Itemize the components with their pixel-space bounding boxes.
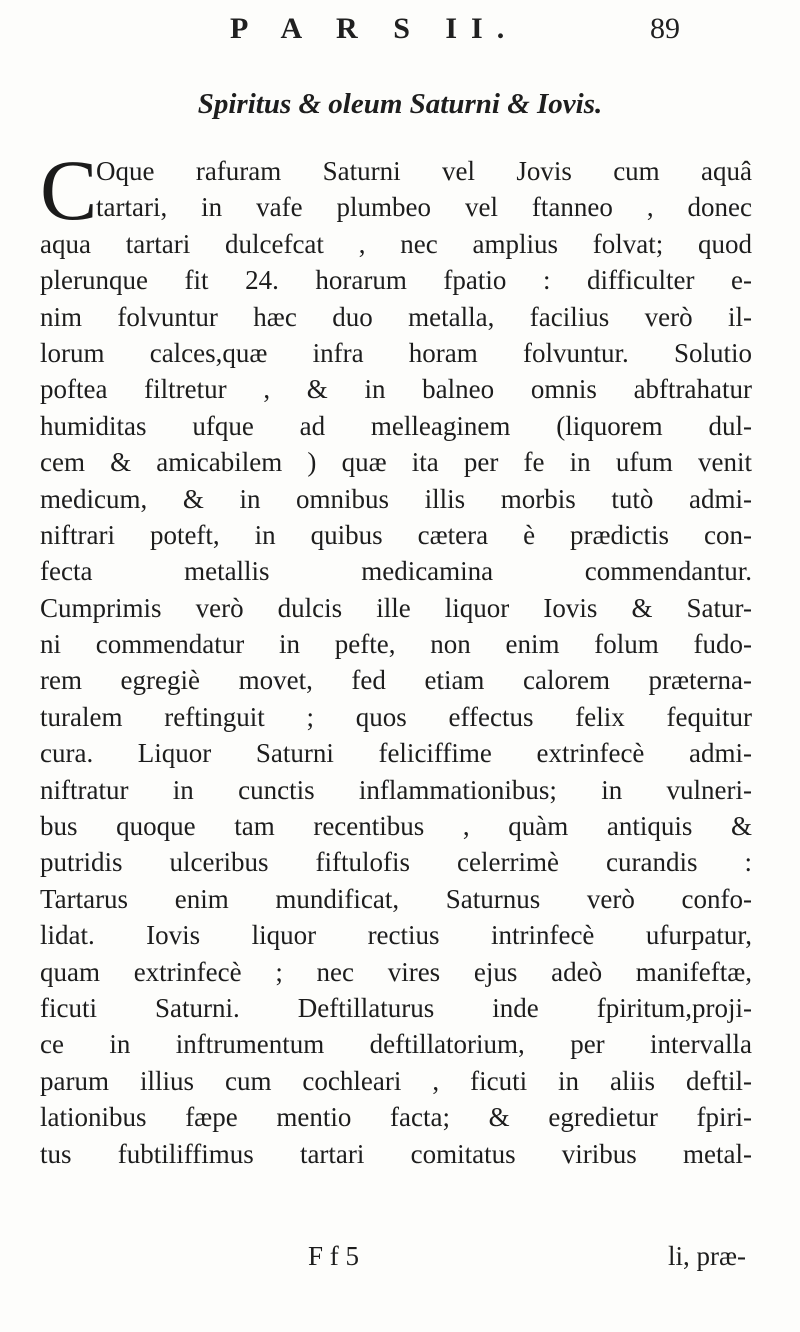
page-number: 89 (650, 12, 680, 45)
text-line: cura. Liquor Saturni feliciffime extrinfecè admi- (40, 738, 752, 769)
text-line: Oque rafuram Saturni vel Jovis cum aquâ (96, 156, 752, 186)
text-line: ce in inftrumentum deftillatorium, per intervalla (40, 1029, 752, 1060)
text-line: poftea filtretur , & in balneo omnis abftrahatur (40, 374, 752, 405)
running-head-title: P A R S II. (230, 12, 519, 45)
text-line: ficuti Saturni. Deftillaturus inde fpiritum,proji- (40, 993, 752, 1023)
text-line: ni commendatur in pefte, non enim folum fudo- (40, 629, 752, 660)
catchword: li, præ- (668, 1241, 746, 1271)
body-text (40, 142, 752, 1172)
text-line: Tartarus enim mundificat, Saturnus verò confo- (40, 883, 752, 914)
text-line: tartari, in vafe plumbeo vel ftanneo , donec (96, 192, 752, 223)
text-line: turalem reftinguit ; quos effectus felix fequitur (40, 701, 752, 732)
text-line: putridis ulceribus fiftulofis celerrimè curandis : (40, 847, 752, 878)
text-line: plerunque fit 24. horarum fpatio : difficulter e- (40, 265, 752, 296)
text-line: rem egregiè movet, fed etiam calorem præterna- (40, 665, 752, 696)
text-line: fecta metallis medicamina commendantur. (40, 556, 752, 587)
text-line: tus fubtiliffimus tartari comitatus viribus metal- (40, 1138, 752, 1169)
opening-paragraph-start (40, 142, 752, 238)
text-line: lationibus fæpe mentio facta; & egredietur fpiri- (40, 1102, 752, 1133)
text-line: lidat. Iovis liquor rectius intrinfecè ufurpatur, (40, 920, 752, 951)
text-line: medicum, & in omnibus illis morbis tutò admi- (40, 483, 752, 514)
text-line: niftrari poteft, in quibus cætera è prædictis con- (40, 519, 752, 550)
text-line: nim folvuntur hæc duo metalla, facilius verò il- (40, 301, 752, 332)
section-title: Spiritus & oleum Saturni & Iovis. (197, 88, 603, 120)
text-line: humiditas ufque ad melleaginem (liquorem dul- (40, 410, 752, 441)
text-line: bus quoque tam recentibus , quàm antiquis & (40, 811, 752, 842)
text-line: quam extrinfecè ; nec vires ejus adeò manifeftæ, (40, 956, 752, 987)
drop-cap: C (40, 142, 98, 238)
text-line: niftratur in cunctis inflammationibus; in vulneri- (40, 774, 752, 805)
running-head (0, 12, 800, 56)
text-line: parum illius cum cochleari , ficuti in aliis deftil- (40, 1065, 752, 1096)
text-line: lorum calces,quæ infra horam folvuntur. Solutio (40, 337, 752, 368)
text-line: aqua tartari dulcefcat , nec amplius folvat; quod (40, 228, 752, 259)
page-footer (40, 1241, 752, 1281)
text-line: cem & amicabilem ) quæ ita per fe in ufum venit (40, 447, 752, 478)
signature-mark: F f 5 (308, 1241, 360, 1271)
text-line: Cumprimis verò dulcis ille liquor Iovis & Satur- (40, 592, 752, 623)
